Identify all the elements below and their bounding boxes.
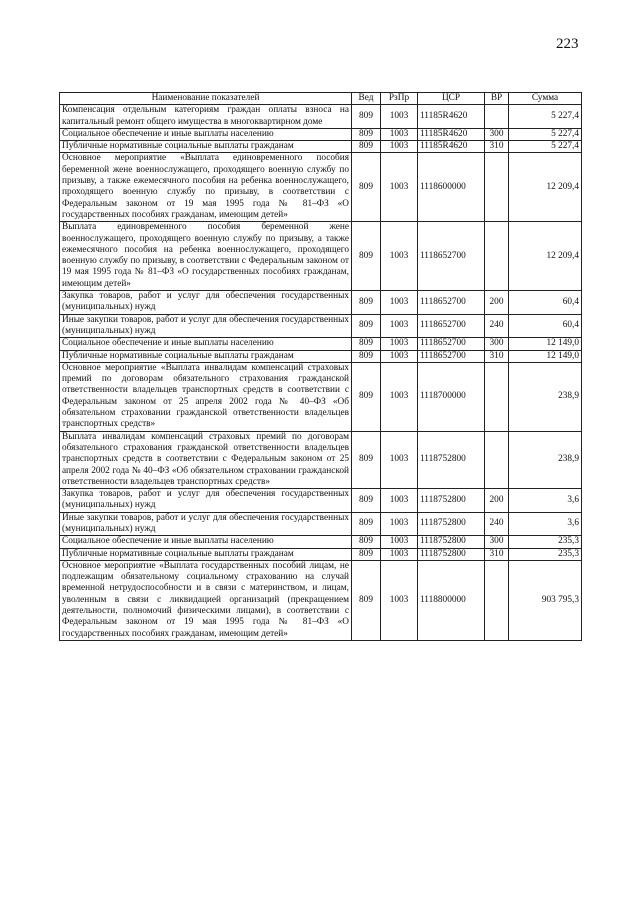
row-sum: 12 209,4 xyxy=(509,222,582,291)
row-sum: 238,9 xyxy=(509,431,582,488)
table-row xyxy=(60,291,582,315)
row-csr: 1118752800 xyxy=(418,536,485,548)
row-sum: 235,3 xyxy=(509,536,582,548)
row-csr: 1118652700 xyxy=(418,314,485,338)
row-ved: 809 xyxy=(352,362,381,431)
row-ved: 809 xyxy=(352,314,381,338)
row-name: Иные закупки товаров, работ и услуг для обеспечения государственных (муниципальных) нужд xyxy=(60,314,352,338)
row-ved: 809 xyxy=(352,431,381,488)
row-name: Социальное обеспечение и иные выплаты населению xyxy=(60,128,352,140)
row-vr xyxy=(485,222,509,291)
row-rzpr: 1003 xyxy=(381,489,418,513)
table-header-row xyxy=(60,93,582,105)
row-vr: 310 xyxy=(485,141,509,153)
table-row xyxy=(60,350,582,362)
row-name: Выплата инвалидам компенсаций страховых премий по договорам обязательного страхования гражданской ответственности владельцев транспортных средств в соответствии с Федеральным законом от 25 апреля 2002 года № 40–ФЗ «Об обязательном страховании гражданской ответственности владельцев транспортных средств» xyxy=(60,431,352,488)
row-name: Публичные нормативные социальные выплаты гражданам xyxy=(60,548,352,560)
row-ved: 809 xyxy=(352,291,381,315)
row-sum: 5 227,4 xyxy=(509,105,582,129)
row-csr: 1118752800 xyxy=(418,548,485,560)
row-csr: 1118652700 xyxy=(418,222,485,291)
header-rzpr: РзПр xyxy=(381,93,418,105)
row-name: Публичные нормативные социальные выплаты гражданам xyxy=(60,141,352,153)
row-name: Основное мероприятие «Выплата государственных пособий лицам, не подлежащим обязательному социальному страхованию на случай временной нетрудоспособности и в связи с материнством, и лицам, уволенным в связи с ликвидацией организаций (прекращением деятельности, полномочий физическими лицами), в соответствии с Федеральным законом от 19 мая 1995 года № 81–ФЗ «О государственных пособиях гражданам, имеющим детей» xyxy=(60,560,352,640)
header-name: Наименование показателей xyxy=(60,93,352,105)
row-rzpr: 1003 xyxy=(381,362,418,431)
row-vr: 310 xyxy=(485,350,509,362)
row-ved: 809 xyxy=(352,560,381,640)
header-csr: ЦСР xyxy=(418,93,485,105)
row-sum: 12 209,4 xyxy=(509,153,582,222)
row-name: Социальное обеспечение и иные выплаты населению xyxy=(60,338,352,350)
row-rzpr: 1003 xyxy=(381,105,418,129)
row-rzpr: 1003 xyxy=(381,338,418,350)
row-rzpr: 1003 xyxy=(381,431,418,488)
row-ved: 809 xyxy=(352,548,381,560)
row-csr: 1118700000 xyxy=(418,362,485,431)
row-name: Выплата единовременного пособия беременной жене военнослужащего, проходящего военную службу по призыву, а также ежемесячного пособия на ребенка военнослужащего, проходящего военную службу по призыву, в соответствии с Федеральным законом от 19 мая 1995 года № 81–ФЗ «О государственных пособиях гражданам, имеющим детей» xyxy=(60,222,352,291)
row-rzpr: 1003 xyxy=(381,560,418,640)
row-csr: 11185R4620 xyxy=(418,141,485,153)
row-vr: 240 xyxy=(485,512,509,536)
row-vr xyxy=(485,105,509,129)
row-vr: 200 xyxy=(485,489,509,513)
row-vr: 300 xyxy=(485,536,509,548)
row-ved: 809 xyxy=(352,512,381,536)
row-vr xyxy=(485,153,509,222)
row-sum: 5 227,4 xyxy=(509,141,582,153)
table-row xyxy=(60,153,582,222)
row-rzpr: 1003 xyxy=(381,222,418,291)
row-name: Основное мероприятие «Выплата инвалидам компенсаций страховых премий по договорам обязательного страхования гражданской ответственности владельцев транспортных средств в соответствии с Федеральным законом от 25 апреля 2002 года № 40–ФЗ «Об обязательном страховании гражданской ответственности владельцев транспортных средств» xyxy=(60,362,352,431)
table-row xyxy=(60,536,582,548)
header-ved: Вед xyxy=(352,93,381,105)
row-csr: 11185R4620 xyxy=(418,105,485,129)
row-csr: 1118652700 xyxy=(418,350,485,362)
row-ved: 809 xyxy=(352,105,381,129)
row-vr: 300 xyxy=(485,338,509,350)
row-sum: 3,6 xyxy=(509,489,582,513)
page-number: 223 xyxy=(556,36,579,52)
row-ved: 809 xyxy=(352,222,381,291)
row-sum: 5 227,4 xyxy=(509,128,582,140)
row-name: Закупка товаров, работ и услуг для обеспечения государственных (муниципальных) нужд xyxy=(60,489,352,513)
row-rzpr: 1003 xyxy=(381,512,418,536)
row-sum: 12 149,0 xyxy=(509,350,582,362)
table-row xyxy=(60,141,582,153)
row-csr: 1118652700 xyxy=(418,291,485,315)
row-ved: 809 xyxy=(352,350,381,362)
header-sum: Сумма xyxy=(509,93,582,105)
row-name: Иные закупки товаров, работ и услуг для обеспечения государственных (муниципальных) нужд xyxy=(60,512,352,536)
table-row xyxy=(60,105,582,129)
row-csr: 1118752800 xyxy=(418,489,485,513)
row-rzpr: 1003 xyxy=(381,536,418,548)
row-vr: 200 xyxy=(485,291,509,315)
header-vr: ВР xyxy=(485,93,509,105)
table-row xyxy=(60,222,582,291)
row-vr xyxy=(485,431,509,488)
row-vr: 310 xyxy=(485,548,509,560)
row-csr: 1118800000 xyxy=(418,560,485,640)
table-row xyxy=(60,489,582,513)
row-sum: 903 795,3 xyxy=(509,560,582,640)
row-name: Социальное обеспечение и иные выплаты населению xyxy=(60,536,352,548)
row-name: Публичные нормативные социальные выплаты гражданам xyxy=(60,350,352,362)
row-sum: 12 149,0 xyxy=(509,338,582,350)
table-row xyxy=(60,548,582,560)
table-row xyxy=(60,338,582,350)
row-rzpr: 1003 xyxy=(381,153,418,222)
row-name: Основное мероприятие «Выплата единовременного пособия беременной жене военнослужащего, проходящего военную службу по призыву, а также ежемесячного пособия на ребенка военнослужащего, проходящего военную службу по призыву, в соответствии с Федеральным законом от 19 мая 1995 года № 81–ФЗ «О государственных пособиях гражданам, имеющим детей» xyxy=(60,153,352,222)
row-ved: 809 xyxy=(352,141,381,153)
row-ved: 809 xyxy=(352,536,381,548)
row-name: Компенсация отдельным категориям граждан оплаты взноса на капитальный ремонт общего имущества в многоквартирном доме xyxy=(60,105,352,129)
budget-table xyxy=(59,92,582,641)
row-vr xyxy=(485,362,509,431)
row-vr xyxy=(485,560,509,640)
row-sum: 60,4 xyxy=(509,291,582,315)
row-name: Закупка товаров, работ и услуг для обеспечения государственных (муниципальных) нужд xyxy=(60,291,352,315)
row-ved: 809 xyxy=(352,128,381,140)
row-rzpr: 1003 xyxy=(381,291,418,315)
table-row xyxy=(60,512,582,536)
row-csr: 1118600000 xyxy=(418,153,485,222)
row-rzpr: 1003 xyxy=(381,128,418,140)
table-row xyxy=(60,560,582,640)
row-csr: 1118752800 xyxy=(418,512,485,536)
row-rzpr: 1003 xyxy=(381,350,418,362)
table-body xyxy=(60,105,582,641)
row-sum: 3,6 xyxy=(509,512,582,536)
row-csr: 11185R4620 xyxy=(418,128,485,140)
row-sum: 238,9 xyxy=(509,362,582,431)
row-ved: 809 xyxy=(352,153,381,222)
row-csr: 1118752800 xyxy=(418,431,485,488)
row-vr: 240 xyxy=(485,314,509,338)
row-ved: 809 xyxy=(352,338,381,350)
table-row xyxy=(60,362,582,431)
row-vr: 300 xyxy=(485,128,509,140)
row-ved: 809 xyxy=(352,489,381,513)
row-sum: 235,3 xyxy=(509,548,582,560)
row-rzpr: 1003 xyxy=(381,141,418,153)
row-rzpr: 1003 xyxy=(381,548,418,560)
row-csr: 1118652700 xyxy=(418,338,485,350)
row-rzpr: 1003 xyxy=(381,314,418,338)
row-sum: 60,4 xyxy=(509,314,582,338)
table-row xyxy=(60,128,582,140)
table-row xyxy=(60,431,582,488)
table-row xyxy=(60,314,582,338)
